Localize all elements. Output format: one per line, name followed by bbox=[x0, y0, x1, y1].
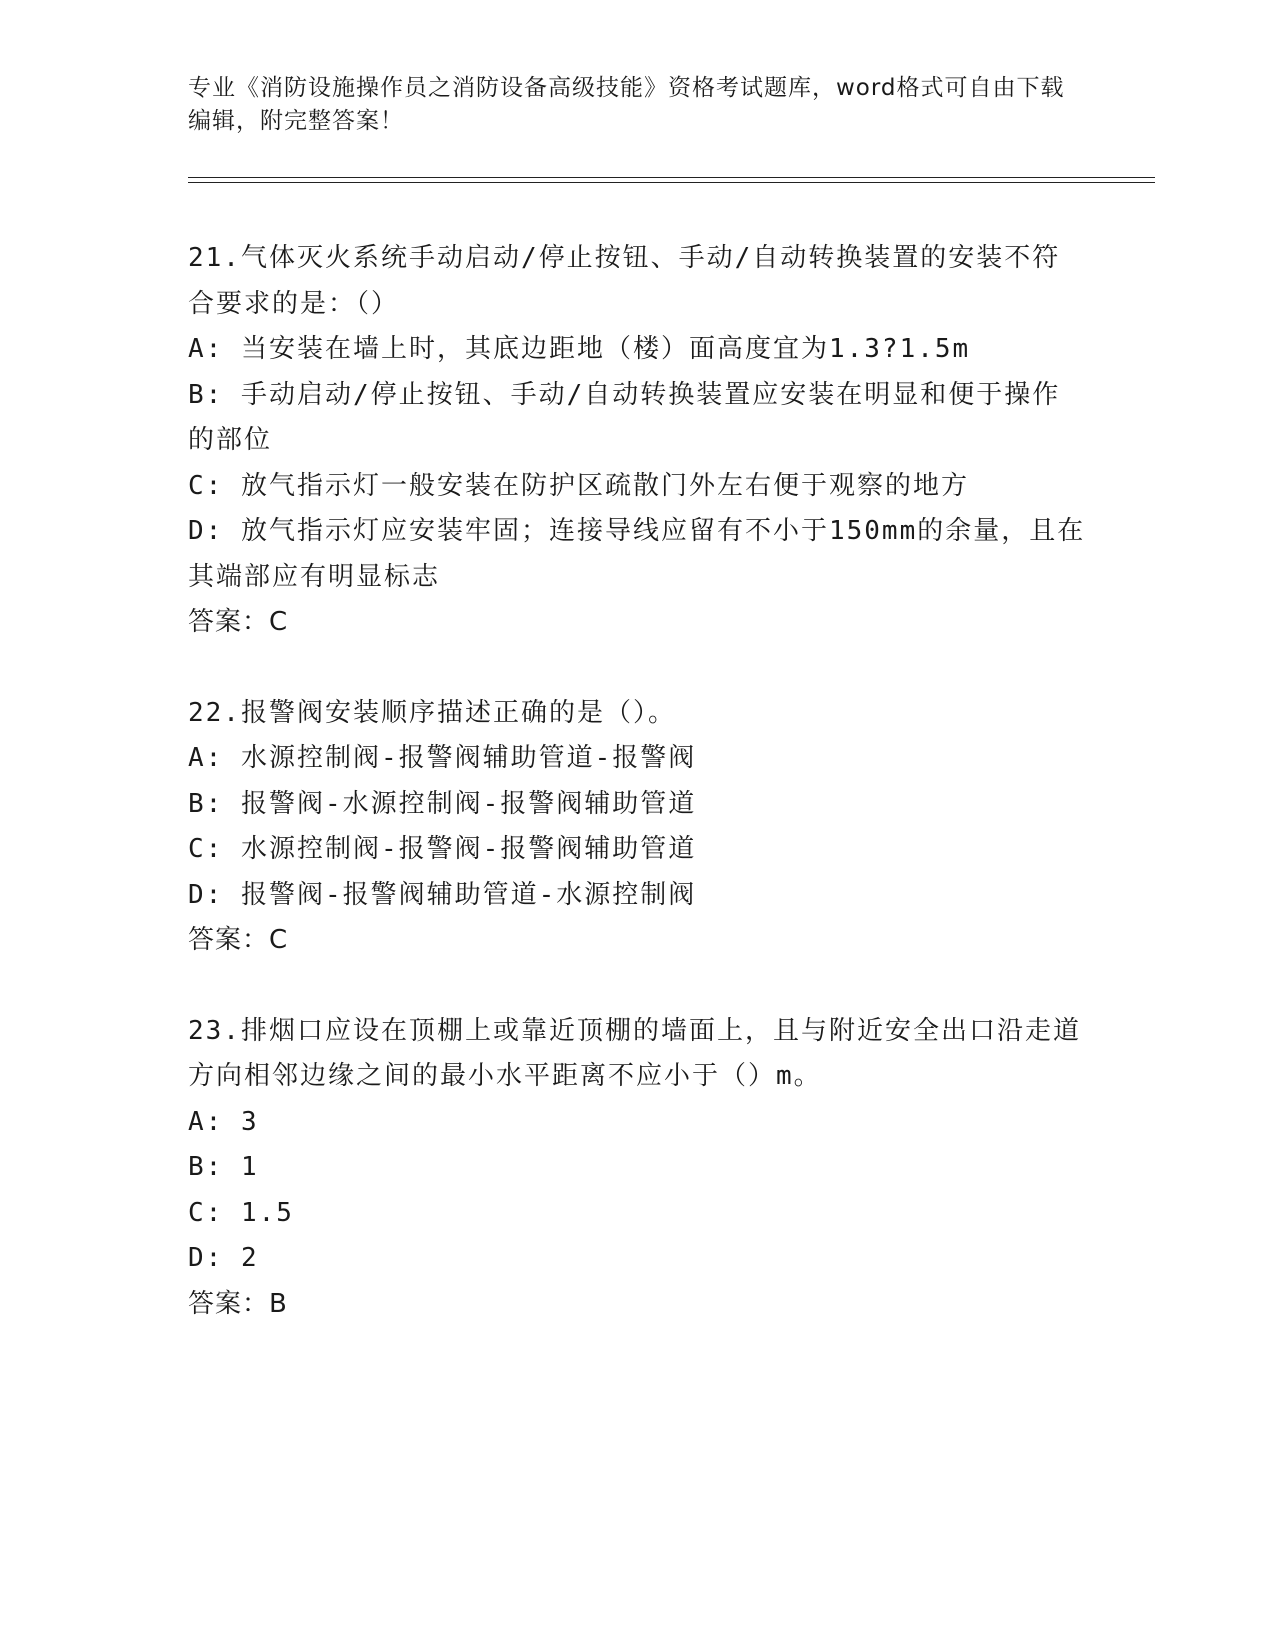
option-a: A: 当安装在墙上时，其底边距地（楼）面高度宜为1.3?1.5m bbox=[188, 334, 971, 364]
option-b: B: 1 bbox=[188, 1152, 259, 1182]
answer-text: 答案：C bbox=[188, 925, 289, 955]
option-c: C: 水源控制阀-报警阀-报警阀辅助管道 bbox=[188, 834, 697, 864]
question-stem: 22.报警阀安装顺序描述正确的是（）。 bbox=[188, 697, 676, 728]
question-21 bbox=[188, 236, 1088, 646]
option-a: A: 3 bbox=[188, 1106, 259, 1137]
header-divider-top bbox=[188, 177, 1155, 178]
document-header: 专业《消防设施操作员之消防设备高级技能》资格考试题库，word格式可自由下载编辑，附完整答案！ bbox=[188, 75, 1065, 134]
option-d: D: 2 bbox=[188, 1243, 259, 1273]
header-divider-bottom bbox=[188, 182, 1155, 183]
option-d: D: 报警阀-报警阀辅助管道-水源控制阀 bbox=[188, 879, 697, 910]
question-stem: 21.气体灭火系统手动启动/停止按钮、手动/自动转换装置的安装不符合要求的是：（） bbox=[188, 243, 1061, 319]
question-23 bbox=[188, 1009, 1088, 1328]
option-b: B: 报警阀-水源控制阀-报警阀辅助管道 bbox=[188, 788, 697, 819]
question-22 bbox=[188, 691, 1088, 964]
option-c: C: 放气指示灯一般安装在防护区疏散门外左右便于观察的地方 bbox=[188, 470, 969, 501]
question-list bbox=[188, 236, 1088, 1372]
option-b: B: 手动启动/停止按钮、手动/自动转换装置应安装在明显和便于操作的部位 bbox=[188, 379, 1061, 455]
question-stem: 23.排烟口应设在顶棚上或靠近顶棚的墙面上，且与附近安全出口沿走道方向相邻边缘之间的最小水平距离不应小于（）m。 bbox=[188, 1015, 1081, 1091]
option-a: A: 水源控制阀-报警阀辅助管道-报警阀 bbox=[188, 743, 697, 773]
answer-text: 答案：B bbox=[188, 1288, 288, 1319]
answer-text: 答案：C bbox=[188, 607, 289, 637]
option-d: D: 放气指示灯应安装牢固；连接导线应留有不小于150mm的余量，且在其端部应有明显标志 bbox=[188, 516, 1086, 592]
option-c: C: 1.5 bbox=[188, 1197, 294, 1228]
